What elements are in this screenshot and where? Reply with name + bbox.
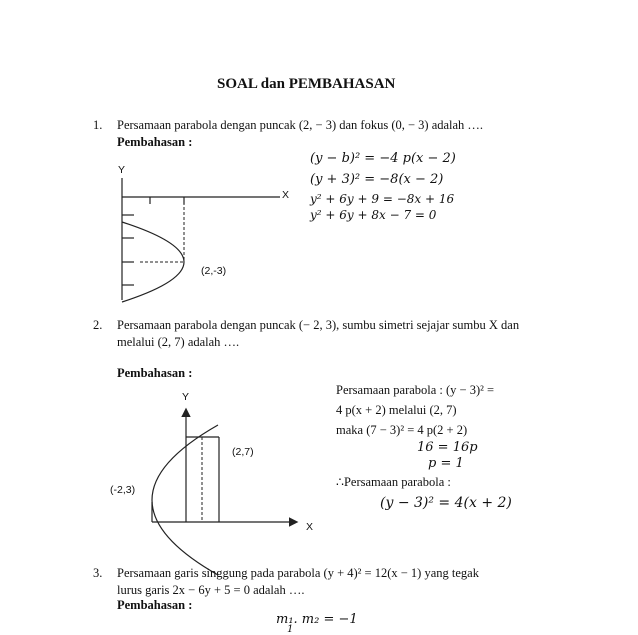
q1-y-axis-label: Y bbox=[118, 164, 126, 176]
q1-number: 1. bbox=[93, 118, 103, 132]
q2-text-line-1: Persamaan parabola dengan puncak (− 2, 3), sumbu simetri sejajar sumbu X dan bbox=[117, 318, 520, 332]
q1-eq-2: (y + 3)² = −8(x − 2) bbox=[310, 172, 444, 187]
q2-solution-line-2: 4 p(x + 2) melalui (2, 7) bbox=[336, 403, 457, 417]
q1-text: Persamaan parabola dengan puncak (2, − 3) dan fokus (0, − 3) adalah …. bbox=[117, 118, 484, 132]
q2-point-label: (2,7) bbox=[232, 446, 254, 458]
page-title: SOAL dan PEMBAHASAN bbox=[217, 76, 396, 92]
q2-solution-line-4: 16 = 16p bbox=[417, 440, 478, 455]
q2-solution-line-3: maka (7 − 3)² = 4 p(2 + 2) bbox=[336, 423, 468, 437]
q3-text-line-2: lurus garis 2x − 6y + 5 = 0 adalah …. bbox=[117, 583, 305, 597]
q1-pembahasan: Pembahasan : bbox=[117, 135, 193, 149]
q3-number: 3. bbox=[93, 566, 103, 580]
q1-eq-4: y² + 6y + 8x − 7 = 0 bbox=[310, 208, 437, 222]
q1-eq-3: y² + 6y + 9 = −8x + 16 bbox=[310, 192, 455, 206]
q3-pembahasan: Pembahasan : bbox=[117, 598, 193, 612]
q3-eq-1: m₁. m₂ = −1 bbox=[276, 612, 358, 627]
q2-parabola bbox=[152, 425, 218, 575]
q2-number: 2. bbox=[93, 318, 103, 332]
q2-text-line-2: melalui (2, 7) adalah …. bbox=[117, 335, 240, 349]
q3-eq-2-partial: 1 bbox=[287, 624, 294, 635]
q1-point-label: (2,-3) bbox=[201, 265, 227, 277]
q2-solution-line-6: ∴Persamaan parabola : bbox=[336, 475, 451, 489]
q3-text-line-1: Persamaan garis singgung pada parabola (y + 4)² = 12(x − 1) yang tegak bbox=[117, 566, 479, 580]
q1-eq-1: (y − b)² = −4 p(x − 2) bbox=[310, 151, 456, 166]
q2-vertex-label: (-2,3) bbox=[110, 484, 136, 496]
q2-solution-line-7: (y − 3)² = 4(x + 2) bbox=[380, 495, 512, 511]
q2-pembahasan: Pembahasan : bbox=[117, 366, 193, 380]
q2-y-axis-label: Y bbox=[182, 391, 190, 403]
q2-solution-line-1: Persamaan parabola : (y − 3)² = bbox=[336, 383, 495, 397]
q2-solution-line-5: p = 1 bbox=[428, 456, 464, 471]
q1-x-axis-label: X bbox=[282, 189, 290, 201]
q2-x-axis-label: X bbox=[306, 521, 314, 533]
